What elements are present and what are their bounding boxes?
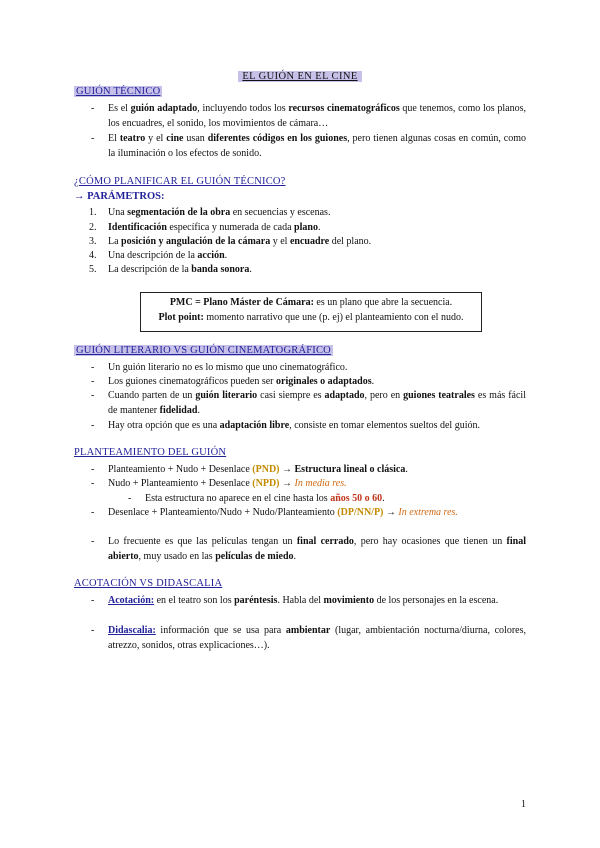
plot-point-definition: Plot point: momento narrativo que une (p. ej) el planteamiento con el nudo. <box>158 312 464 323</box>
page-number: 1 <box>521 799 526 810</box>
document-title: EL GUIÓN EN EL CINE <box>0 71 600 82</box>
list-item: - Acotación: en el teatro son los paréntesis. Habla del movimiento de los personajes en la escena. <box>91 595 499 606</box>
numbered-item: 1. Una segmentación de la obra en secuencias y escenas. <box>89 207 331 218</box>
numbered-item: 3. La posición y angulación de la cámara y el encuadre del plano. <box>89 236 372 247</box>
list-item: - Los guiones cinematográficos pueden ser originales o adaptados. <box>91 376 375 387</box>
section-heading-guion-tecnico: GUIÓN TÉCNICO <box>76 86 161 97</box>
list-item: - Un guión literario no es lo mismo que uno cinematográfico. <box>91 362 348 373</box>
list-item: - Nudo + Planteamiento + Desenlace (NPD) → In media res. <box>91 478 347 489</box>
list-item: - Hay otra opción que es una adaptación libre, consiste en tomar elementos sueltos del guión. <box>91 420 480 431</box>
list-item: - Lo frecuente es que las películas tengan un final cerrado, pero hay ocasiones que tienen un final abierto, muy usado en las películas de miedo. <box>91 536 526 562</box>
numbered-item: 5. La descripción de la banda sonora. <box>89 264 252 275</box>
list-item: - El teatro y el cine usan diferentes códigos en los guiones, pero tienen algunas cosas en común, como la iluminación o los efectos de sonido. <box>91 133 527 159</box>
sub-list-item: - Esta estructura no aparece en el cine hasta los años 50 o 60. <box>128 493 385 504</box>
section-heading-planificar: ¿CÓMO PLANIFICAR EL GUIÓN TÉCNICO? <box>74 176 286 187</box>
list-item: - Planteamiento + Nudo + Desenlace (PND) → Estructura lineal o clásica. <box>91 464 408 475</box>
list-item: - Didascalia: información que se usa para ambientar (lugar, ambientación nocturna/diurna, colores, atrezzo, sonidos, otras explicaciones…). <box>91 625 526 651</box>
list-item: - Cuando parten de un guión literario casi siempre es adaptado, pero en guiones teatrales es más fácil de mantener fidelidad. <box>91 390 526 416</box>
section-heading-acotacion: ACOTACIÓN VS DIDASCALIA <box>74 578 223 589</box>
list-item: - Desenlace + Planteamiento/Nudo + Nudo/Planteamiento (DP/NN/P) → In extrema res. <box>91 507 458 518</box>
pmc-definition: PMC = Plano Máster de Cámara: es un plano que abre la secuencia. <box>169 297 453 308</box>
list-item: - Es el guión adaptado, incluyendo todos los recursos cinematográficos que tenemos, como los planos, los encuadres, el sonido, los movimientos de cámara… <box>91 103 526 129</box>
parametros-subheading: → PARÁMETROS: <box>74 191 165 202</box>
numbered-item: 4. Una descripción de la acción. <box>89 250 228 261</box>
definition-box <box>140 292 482 332</box>
numbered-item: 2. Identificación específica y numerada de cada plano. <box>89 222 321 233</box>
section-heading-planteamiento: PLANTEAMIENTO DEL GUIÓN <box>74 447 227 458</box>
section-heading-literario: GUIÓN LITERARIO VS GUIÓN CINEMATOGRÁFICO <box>76 345 331 356</box>
